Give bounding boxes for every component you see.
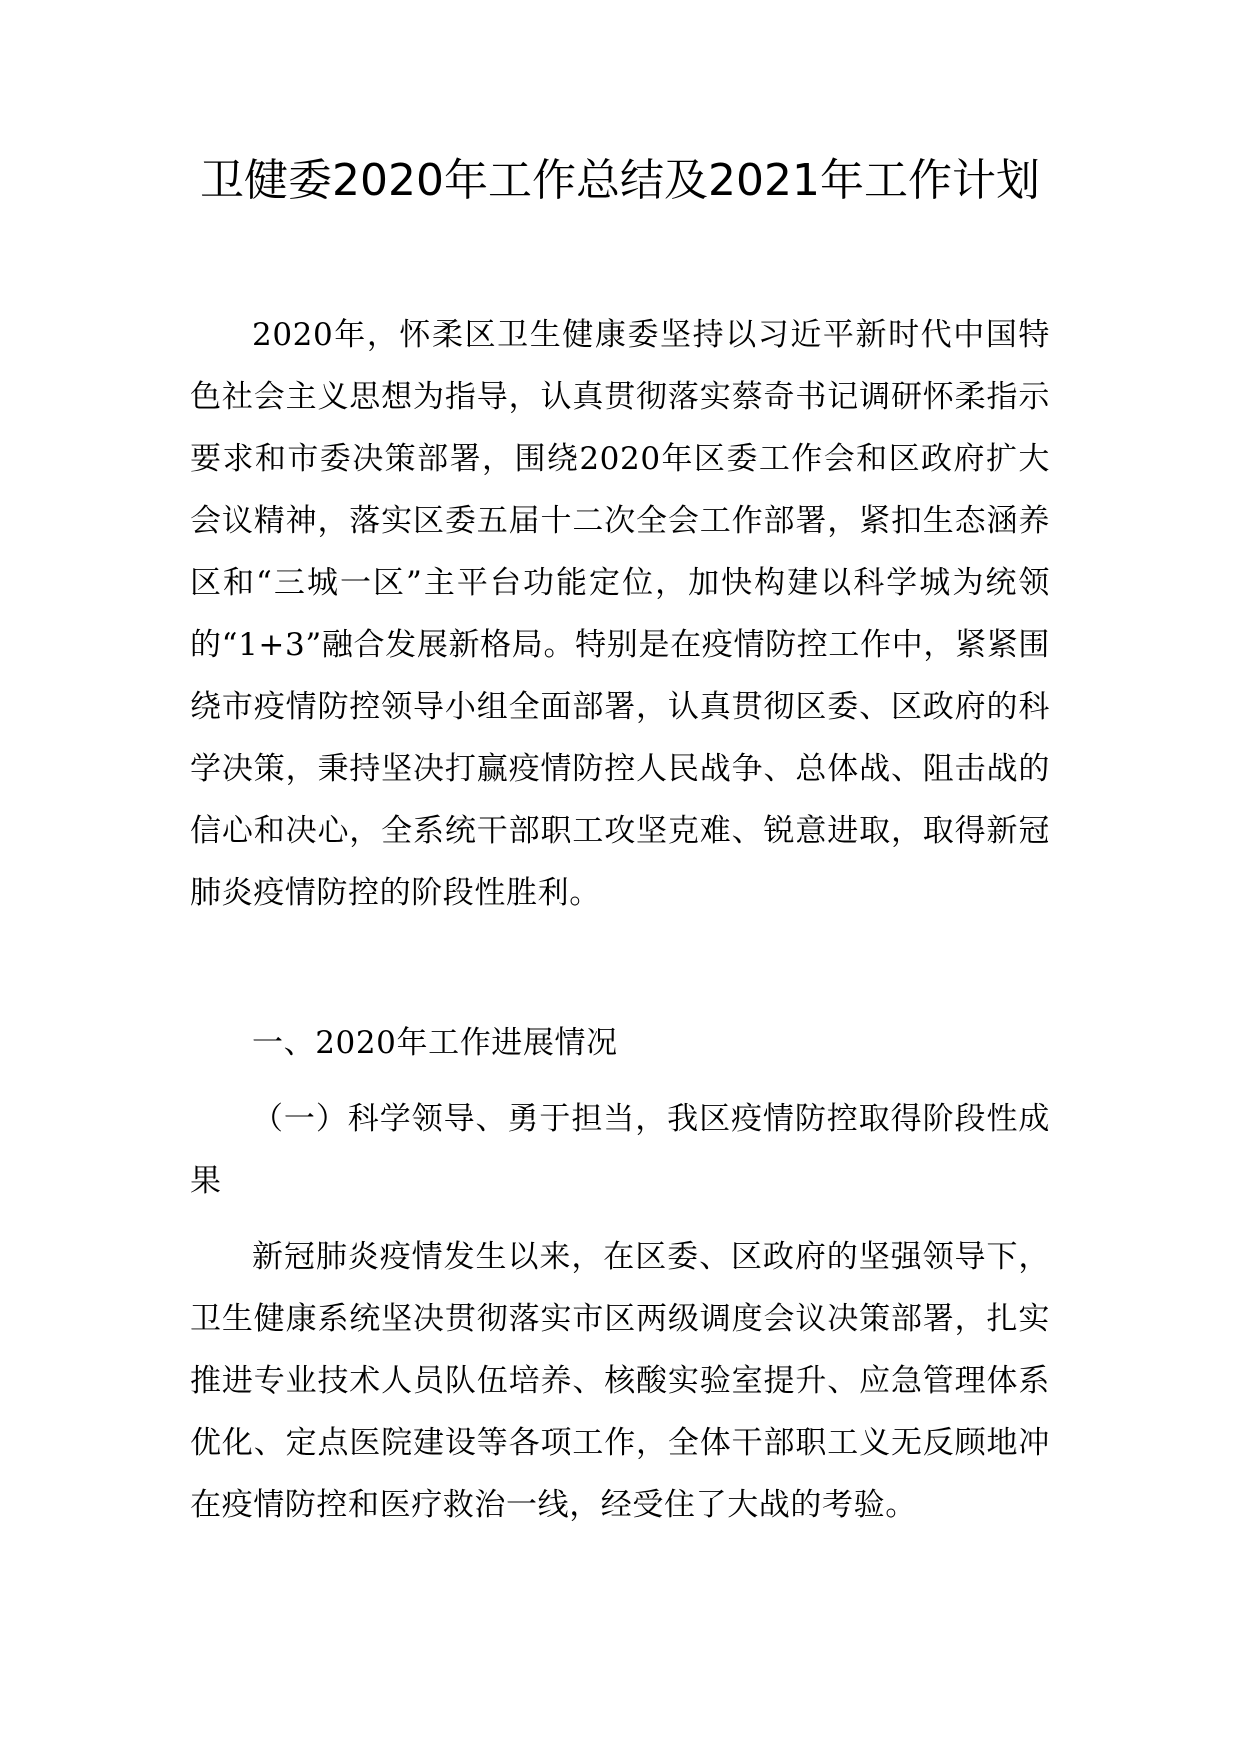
intro-paragraph: 2020年，怀柔区卫生健康委坚持以习近平新时代中国特色社会主义思想为指导，认真贯彻落实蔡奇书记调研怀柔指示要求和市委决策部署，围绕2020年区委工作会和区政府扩大会议精神，落实区委五届十二次全会工作部署，紧扣生态涵养区和“三城一区”主平台功能定位，加快构建以科学城为统领的“1+3”融合发展新格局。特别是在疫情防控工作中，紧紧围绕市疫情防控领导小组全面部署，认真贯彻区委、区政府的科学决策，秉持坚决打赢疫情防控人民战争、总体战、阻击战的信心和决心，全系统干部职工攻坚克难、锐意进取，取得新冠肺炎疫情防控的阶段性胜利。 [190, 317, 1050, 911]
document-title: 卫健委2020年工作总结及2021年工作计划 [200, 155, 1040, 206]
section-heading: 一、2020年工作进展情况 [252, 1025, 618, 1061]
subsection-paragraph: 新冠肺炎疫情发生以来，在区委、区政府的坚强领导下，卫生健康系统坚决贯彻落实市区两级调度会议决策部署，扎实推进专业技术人员队伍培养、核酸实验室提升、应急管理体系优化、定点医院建设等各项工作，全体干部职工义无反顾地冲在疫情防控和医疗救治一线，经受住了大战的考验。 [190, 1239, 1050, 1523]
subsection-heading: （一）科学领导、勇于担当，我区疫情防控取得阶段性成果 [190, 1101, 1050, 1199]
